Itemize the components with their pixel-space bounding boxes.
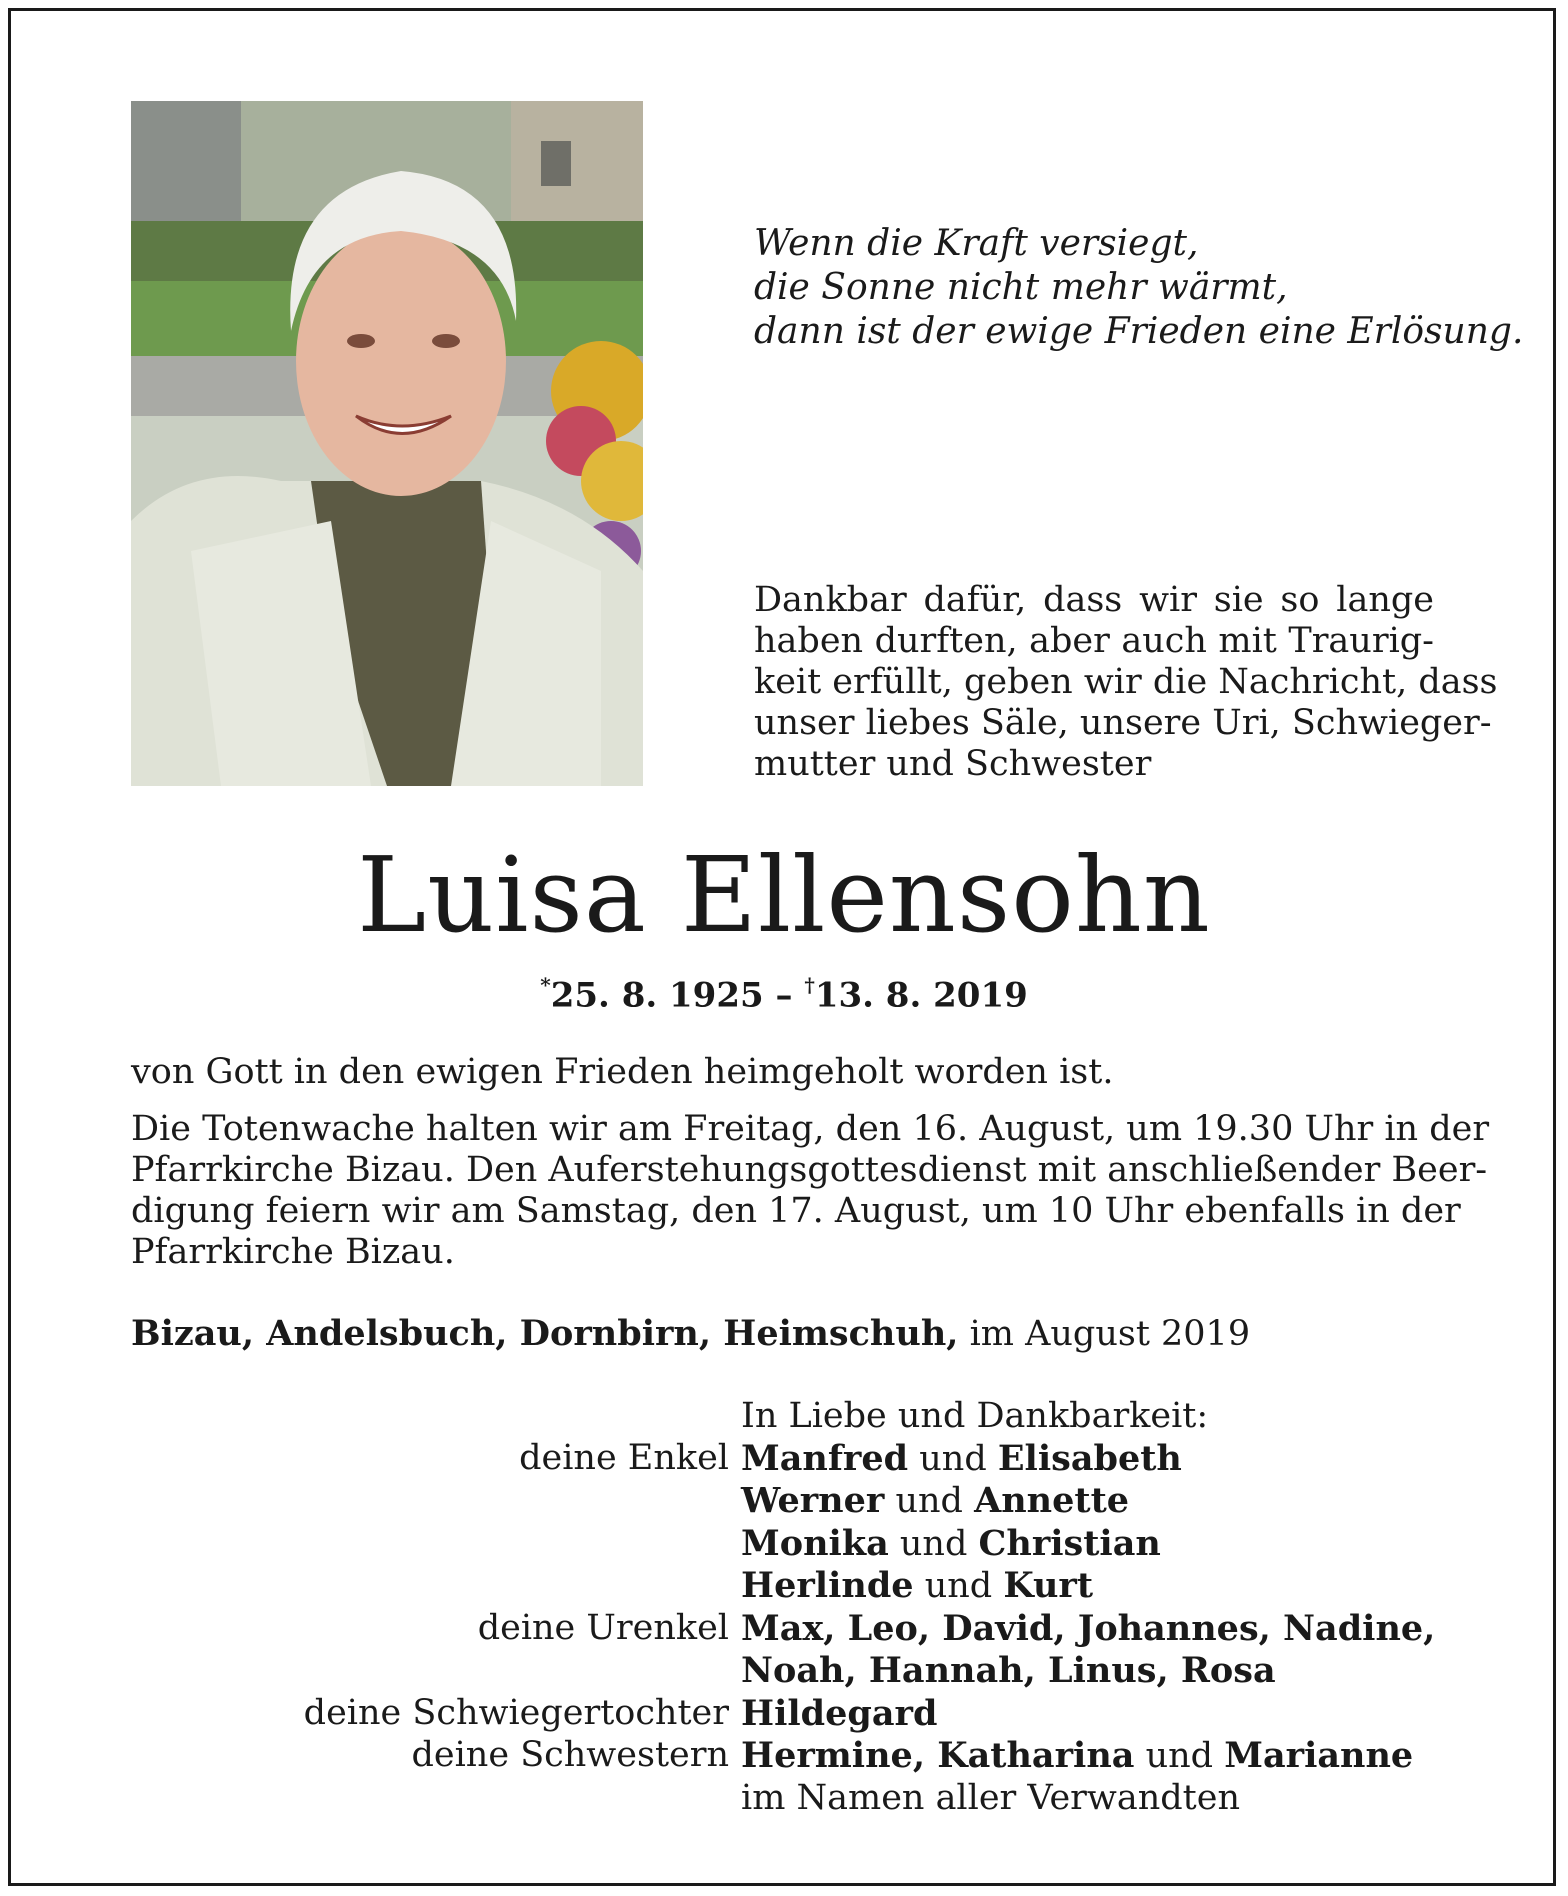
places-date-line xyxy=(131,1313,1437,1355)
urenkel-label: deine Urenkel xyxy=(477,1607,729,1648)
conjunction: und xyxy=(908,1438,998,1479)
conjunction: und xyxy=(884,1481,975,1521)
enkel-row xyxy=(131,1480,1437,1523)
schwestern-label: deine Schwestern xyxy=(411,1735,729,1775)
conjunction: und xyxy=(913,1566,1004,1606)
body-line: Pfarrkirche Bizau. Den Auferstehungsgottesdienst mit anschließender Beer- xyxy=(131,1150,1488,1190)
deceased-name: Luisa Ellensohn xyxy=(357,834,1211,956)
month-year: im August 2019 xyxy=(958,1314,1251,1354)
enkel-partner-name: Annette xyxy=(974,1480,1129,1521)
portrait-photo xyxy=(131,101,643,786)
life-dates xyxy=(0,967,1568,1015)
urenkel-row xyxy=(131,1650,1437,1693)
death-date: 13. 8. 2019 xyxy=(814,975,1028,1016)
intro-line: keit erfüllt, geben wir die Nachricht, dass xyxy=(754,662,1498,702)
schwester-name: Marianne xyxy=(1224,1735,1414,1776)
closing-row xyxy=(131,1778,1437,1820)
enkel-partner-name: Christian xyxy=(978,1522,1161,1564)
enkel-partner-name: Elisabeth xyxy=(997,1437,1182,1479)
urenkel-names: Max, Leo, David, Johannes, Nadine, xyxy=(741,1607,1436,1649)
schwestern-row xyxy=(131,1735,1437,1778)
schwiegertochter-name: Hildegard xyxy=(741,1692,938,1734)
enkel-name: Manfred xyxy=(741,1437,909,1479)
body-line: Pfarrkirche Bizau. xyxy=(131,1232,455,1272)
enkel-row xyxy=(131,1565,1437,1608)
quote-line: die Sonne nicht mehr wärmt, xyxy=(754,267,1288,308)
body-line: digung feiern wir am Samstag, den 17. August, um 10 Uhr ebenfalls in der xyxy=(131,1191,1461,1231)
schwiegertochter-row xyxy=(131,1693,1437,1736)
quote-line: Wenn die Kraft versiegt, xyxy=(754,223,1199,264)
birth-asterisk: * xyxy=(540,973,551,997)
intro-line: haben durften, aber auch mit Traurig- xyxy=(754,621,1434,661)
enkel-row xyxy=(131,1438,1437,1481)
closing-text: im Namen aller Verwandten xyxy=(741,1777,1240,1818)
signatures-block xyxy=(131,1396,1437,1819)
intro-line: unser liebes Säle, unsere Uri, Schwieger- xyxy=(754,703,1492,743)
enkel-name: Herlinde xyxy=(741,1565,914,1606)
death-cross-icon: † xyxy=(804,973,815,997)
birth-date: 25. 8. 1925 xyxy=(550,975,764,1016)
quote-verse xyxy=(754,222,1524,354)
enkel-row xyxy=(131,1523,1437,1566)
places-list: Bizau, Andelsbuch, Dornbirn, Heimschuh, xyxy=(131,1313,959,1354)
enkel-name: Monika xyxy=(741,1522,889,1564)
enkel-partner-name: Kurt xyxy=(1003,1565,1094,1606)
schwestern-names: Hermine, Katharina xyxy=(741,1735,1135,1776)
body-line: Die Totenwache halten wir am Freitag, den 16. August, um 19.30 Uhr in der xyxy=(131,1109,1490,1149)
signature-heading-row xyxy=(131,1396,1437,1438)
enkel-label: deine Enkel xyxy=(519,1437,729,1478)
conjunction: und xyxy=(1134,1736,1225,1776)
schwiegertochter-label: deine Schwiegertochter xyxy=(303,1692,729,1733)
quote-line: dann ist der ewige Frieden eine Erlösung. xyxy=(754,311,1524,352)
intro-text xyxy=(754,580,1498,785)
enkel-name: Werner xyxy=(741,1480,885,1521)
signature-heading: In Liebe und Dankbarkeit: xyxy=(741,1396,1209,1436)
conjunction: und xyxy=(888,1523,979,1564)
intro-line: mutter und Schwester xyxy=(754,744,1152,784)
date-separator: – xyxy=(763,975,805,1016)
urenkel-names: Noah, Hannah, Linus, Rosa xyxy=(741,1650,1276,1691)
announcement-body xyxy=(131,1052,1490,1273)
portrait-illustration xyxy=(131,101,643,786)
intro-line: Dankbar dafür, dass wir sie so lange xyxy=(754,580,1434,620)
urenkel-row xyxy=(131,1608,1437,1651)
body-line: von Gott in den ewigen Frieden heimgeholt worden ist. xyxy=(131,1052,1114,1092)
